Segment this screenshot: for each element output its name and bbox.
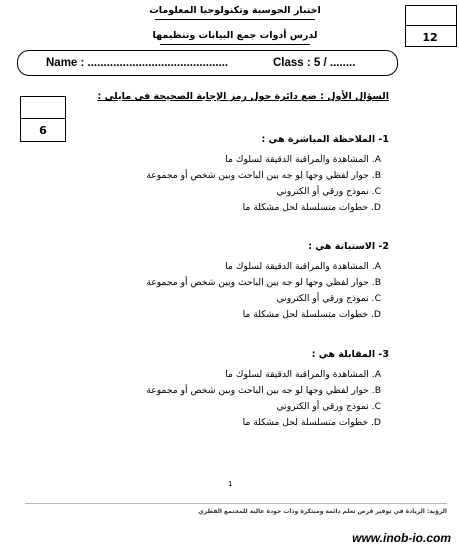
option-letter[interactable]: B xyxy=(374,277,381,288)
option-text: المشاهدة والمراقبة الدقيقة لسلوك ما . xyxy=(225,261,375,272)
option-text: المشاهدة والمراقبة الدقيقة لسلوك ما . xyxy=(225,369,375,380)
option-letter[interactable]: D xyxy=(373,202,381,213)
option-text: حوار لفظي وجها لو جه بين الباحث وبين شخص أو مجموعة . xyxy=(146,385,375,396)
name-class-bar xyxy=(17,50,398,76)
score-divider xyxy=(20,118,66,119)
option-letter[interactable]: A xyxy=(374,154,381,165)
option-text: نموذج ورقي أو الكتروني . xyxy=(276,186,375,197)
title-underline xyxy=(155,19,315,20)
option-text: نموذج ورقي أو الكتروني . xyxy=(276,401,375,412)
option-letter[interactable]: C xyxy=(374,401,381,412)
option-letter[interactable]: C xyxy=(374,186,381,197)
option-text: خطوات متسلسلة لحل مشكلة ما . xyxy=(242,417,374,428)
title-underline xyxy=(160,44,310,45)
option-letter[interactable]: D xyxy=(373,309,381,320)
lesson-title: لدرس أدوات جمع البيانات وتنظيمها xyxy=(152,30,318,41)
section-heading: السؤال الأول : ضع دائرة حول رمز الإجابة الصحيحة في مايلي : xyxy=(97,91,389,102)
option-row[interactable] xyxy=(243,410,381,429)
option-text: نموذج ورقي أو الكتروني . xyxy=(276,293,375,304)
option-text: حوار لفظي وجها لو جه بين الباحث وبين شخص أو مجموعة . xyxy=(146,277,375,288)
question-title: 1- الملاحظة المباشرة هي : xyxy=(261,134,389,145)
footer-vision: الرؤية: الريادة في توفير فرص تعلم دائمة ومبتكرة وذات جودة عالية للمجتمع القطري xyxy=(198,508,447,515)
question-title: 2- الاستبانة هي : xyxy=(308,241,389,252)
question-title: 3- المقابلة هي : xyxy=(311,349,389,360)
option-letter[interactable]: D xyxy=(373,417,381,428)
website-link[interactable]: www.inob-io.com xyxy=(352,531,451,545)
score-divider xyxy=(405,25,457,26)
name-field[interactable]: Name : ............................................ xyxy=(46,57,229,69)
option-letter[interactable]: A xyxy=(374,261,381,272)
option-text: خطوات متسلسلة لحل مشكلة ما . xyxy=(242,202,374,213)
option-letter[interactable]: A xyxy=(374,369,381,380)
option-text: خطوات متسلسلة لحل مشكلة ما . xyxy=(242,309,374,320)
option-letter[interactable]: C xyxy=(374,293,381,304)
question-score: 6 xyxy=(39,124,47,137)
total-score: 12 xyxy=(422,31,438,44)
option-row[interactable] xyxy=(243,195,381,214)
option-text: حوار لفظي وجها لو جه بين الباحث وبين شخص أو مجموعة . xyxy=(146,170,375,181)
class-field[interactable]: Class : 5 / ........ xyxy=(273,57,356,69)
footer-divider xyxy=(25,503,447,504)
option-letter[interactable]: B xyxy=(374,170,381,181)
option-text: المشاهدة والمراقبة الدقيقة لسلوك ما . xyxy=(225,154,375,165)
option-row[interactable] xyxy=(243,302,381,321)
page-number: 1 xyxy=(228,480,233,488)
option-letter[interactable]: B xyxy=(374,385,381,396)
exam-title: اختبار الحوسبة وتكنولوجيا المعلومات xyxy=(149,5,321,16)
